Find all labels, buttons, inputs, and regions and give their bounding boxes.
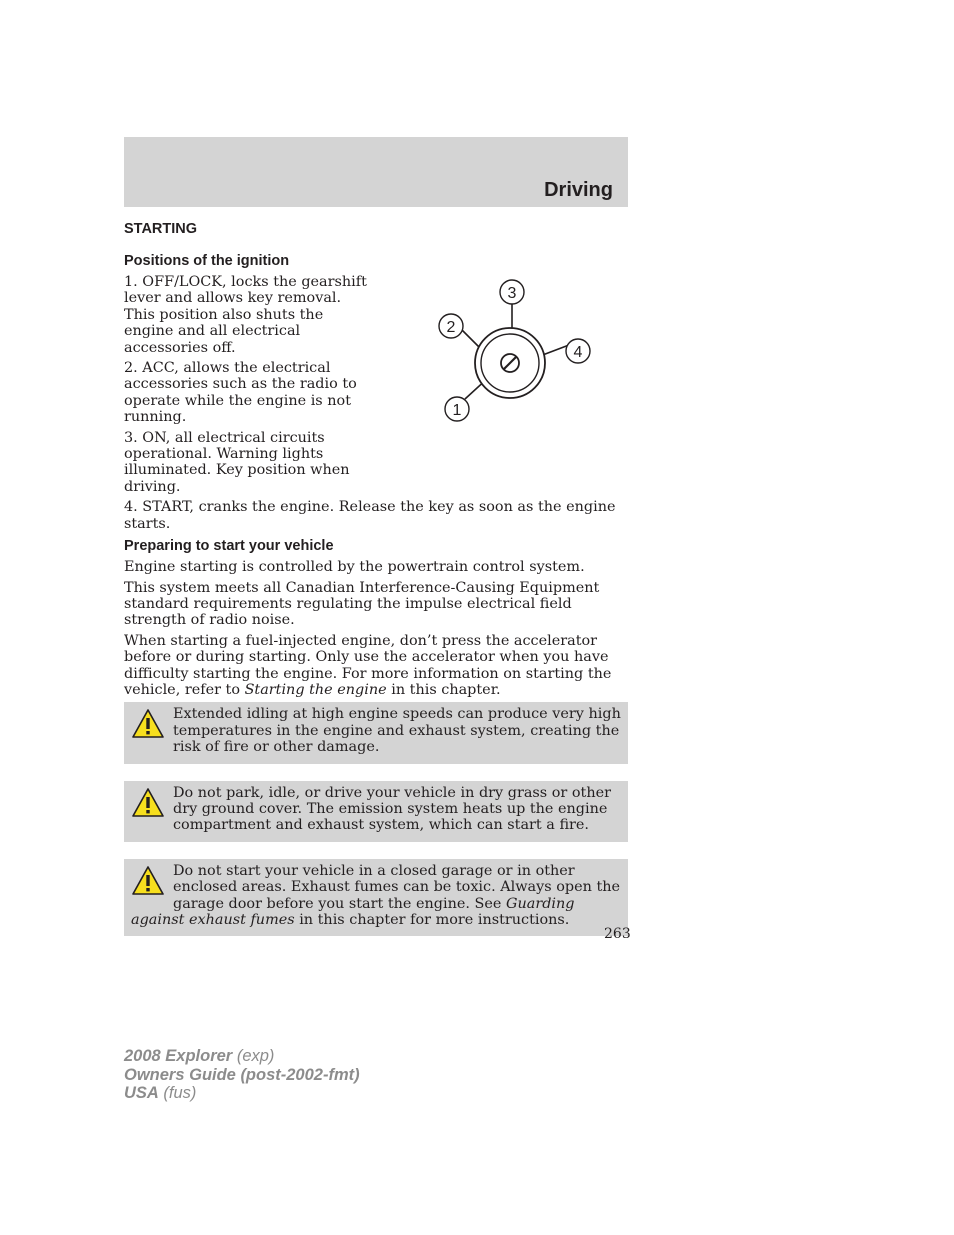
svg-text:1: 1 (452, 402, 462, 419)
position-label-2 (439, 314, 463, 338)
section-title: STARTING (124, 221, 198, 237)
footer-line-2: Owners Guide (post-2002-fmt) (124, 1065, 360, 1084)
ignition-lock-icon (429, 274, 599, 434)
ignition-item-4: 4. START, cranks the engine. Release the key as soon as the engine starts. (124, 499, 616, 532)
chapter-title: Driving (544, 179, 613, 201)
warning-box-dry-grass (124, 781, 628, 842)
ignition-section (124, 274, 628, 495)
cross-reference-starting-engine: Starting the engine (244, 681, 387, 698)
warning-triangle-icon (131, 865, 165, 897)
warning-triangle-icon (131, 708, 165, 740)
svg-text:3: 3 (507, 285, 517, 302)
svg-text:2: 2 (446, 319, 456, 336)
warning-triangle-icon (131, 787, 165, 819)
position-label-3 (500, 280, 524, 304)
cross-reference-exhaust-fumes: Guarding against exhaust fumes (131, 895, 575, 928)
footer-line-1: 2008 Explorer (exp) (124, 1047, 275, 1065)
ignition-item-1: 1. OFF/LOCK, locks the gearshift lever and allows key removal. This position also shuts the engine and all electrical accessories off. (124, 274, 367, 356)
ignition-item-3: 3. ON, all electrical circuits operational. Warning lights illuminated. Key position when driving. (124, 429, 350, 495)
preparing-paragraph-1: Engine starting is controlled by the powertrain control system. (124, 559, 585, 576)
document-footer (124, 1047, 360, 1103)
preparing-paragraph-2: This system meets all Canadian Interference-Causing Equipment standard requirements regulating the impulse electrical field strength of radio noise. (124, 579, 600, 629)
warning-box-garage (124, 859, 628, 937)
warning-text: Do not start your vehicle in a closed garage or in other enclosed areas. Exhaust fumes can be toxic. Always open the garage door before you start the engine. See Guarding against exhaust fumes in this chapter for more instructions. (131, 862, 621, 928)
page-number: 263 (604, 926, 631, 942)
footer-line-3: USA (fus) (124, 1084, 197, 1102)
warning-text: Do not park, idle, or drive your vehicle in dry grass or other dry ground cover. The emission system heats up the engine compartment and exhaust system, which can start a fire. (173, 784, 611, 834)
page-content (124, 219, 628, 936)
chapter-header-band (124, 137, 628, 207)
position-label-4 (566, 339, 590, 363)
svg-text:4: 4 (573, 344, 583, 361)
preparing-heading: Preparing to start your vehicle (124, 538, 334, 555)
warning-box-idling (124, 702, 628, 763)
ignition-item-2: 2. ACC, allows the electrical accessories such as the radio to operate while the engine is not running. (124, 360, 357, 426)
warning-text: Extended idling at high engine speeds can produce very high temperatures in the engine and exhaust system, creating the risk of fire or other damage. (173, 706, 621, 756)
preparing-paragraph-3: When starting a fuel-injected engine, don’t press the accelerator before or during starting. Only use the accelerator when you have difficulty starting the engine. For more information on starting the vehicle, refer to Starting the engine in this chapter. (124, 632, 612, 698)
ignition-heading: Positions of the ignition (124, 253, 290, 269)
position-label-1 (445, 397, 469, 421)
